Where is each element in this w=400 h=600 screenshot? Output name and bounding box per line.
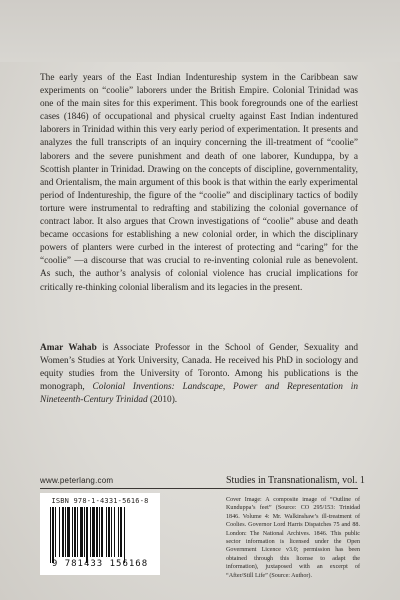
previous-book-year: (2010).	[147, 395, 178, 406]
barcode-bar	[125, 507, 126, 563]
barcode-bars	[50, 507, 156, 559]
author-name: Amar Wahab	[40, 343, 97, 353]
previous-book-title: Colonial Inventions: Landscape, Power and Representation in Nineteenth-Century Trinidad	[40, 382, 359, 406]
barcode	[40, 493, 160, 575]
cover-image-credit: Cover Image: A composite image of “Outline of Kunduppa’s feet” (Source: CO 295/153: Trinidad 1846. Volume 4: Mr. Walkinshaw’s ill-treatment of Coolies. Governor Lord Harris Dispatches 75 and 88. London: The National Archives. 1846. This public sector information is licensed under the Open Government Licence v3.0; permission has been obtained through this license to adapt the information), juxtaposed with an excerpt of “After/Still Life” (Source: Author).	[226, 497, 360, 579]
book-description: The early years of the East Indian Indentureship system in the Caribbean saw experiments on “coolie” laborers under the British Empire. Colonial Trinidad was one of the main sites for this experiment. This book foregrounds one of the earliest cases (1846) of occupational and physical cruelty against East Indian indentured laborers in Trinidad within this very early period of experimentation. It presents and analyzes the full transcripts of an inquiry concerning the ill-treatment of “coolie” laborers and the severe punishment and death of one laborer, Kunduppa, by a Scottish planter in Trinidad. Drawing on the concepts of discipline, governmentality, and Orientalism, the main argument of this book is that within the early experimental period of Indentureship, the figure of the “coolie” and disciplinary tactics of bodily torture were instrumental to redrafting and stabilizing the colonial governance of contract labor. It also argues that Crown investigations of “coolie” abuse and death became occasions for establishing a new colonial order, in which the disciplinary powers of planters were curbed in the interest of protecting and “caring” for the “coolie” —a discourse that was crucial to re-inventing colonial rule as benevolent. As such, the author’s analysis of colonial violence has crucial implications for critically re-thinking colonial liberalism and its legacies in the present.	[40, 73, 358, 293]
series-title: Studies in Transnationalism, vol. 1	[226, 475, 365, 486]
barcode-digits: 9 781433 156168	[51, 559, 149, 569]
cover-top-strip	[0, 0, 400, 62]
isbn-label: ISBN 978-1-4331-5616-8	[51, 497, 149, 505]
author-bio-text: is Associate Professor in the School of Gender, Sexuality and Women’s Studies at York University, Canada. He received his PhD in sociology and equity studies from the University of Toronto. Among his publications is the monograph,	[40, 343, 358, 393]
author-bio	[40, 342, 358, 407]
divider	[40, 488, 358, 489]
publisher-url[interactable]: www.peterlang.com	[40, 476, 114, 485]
